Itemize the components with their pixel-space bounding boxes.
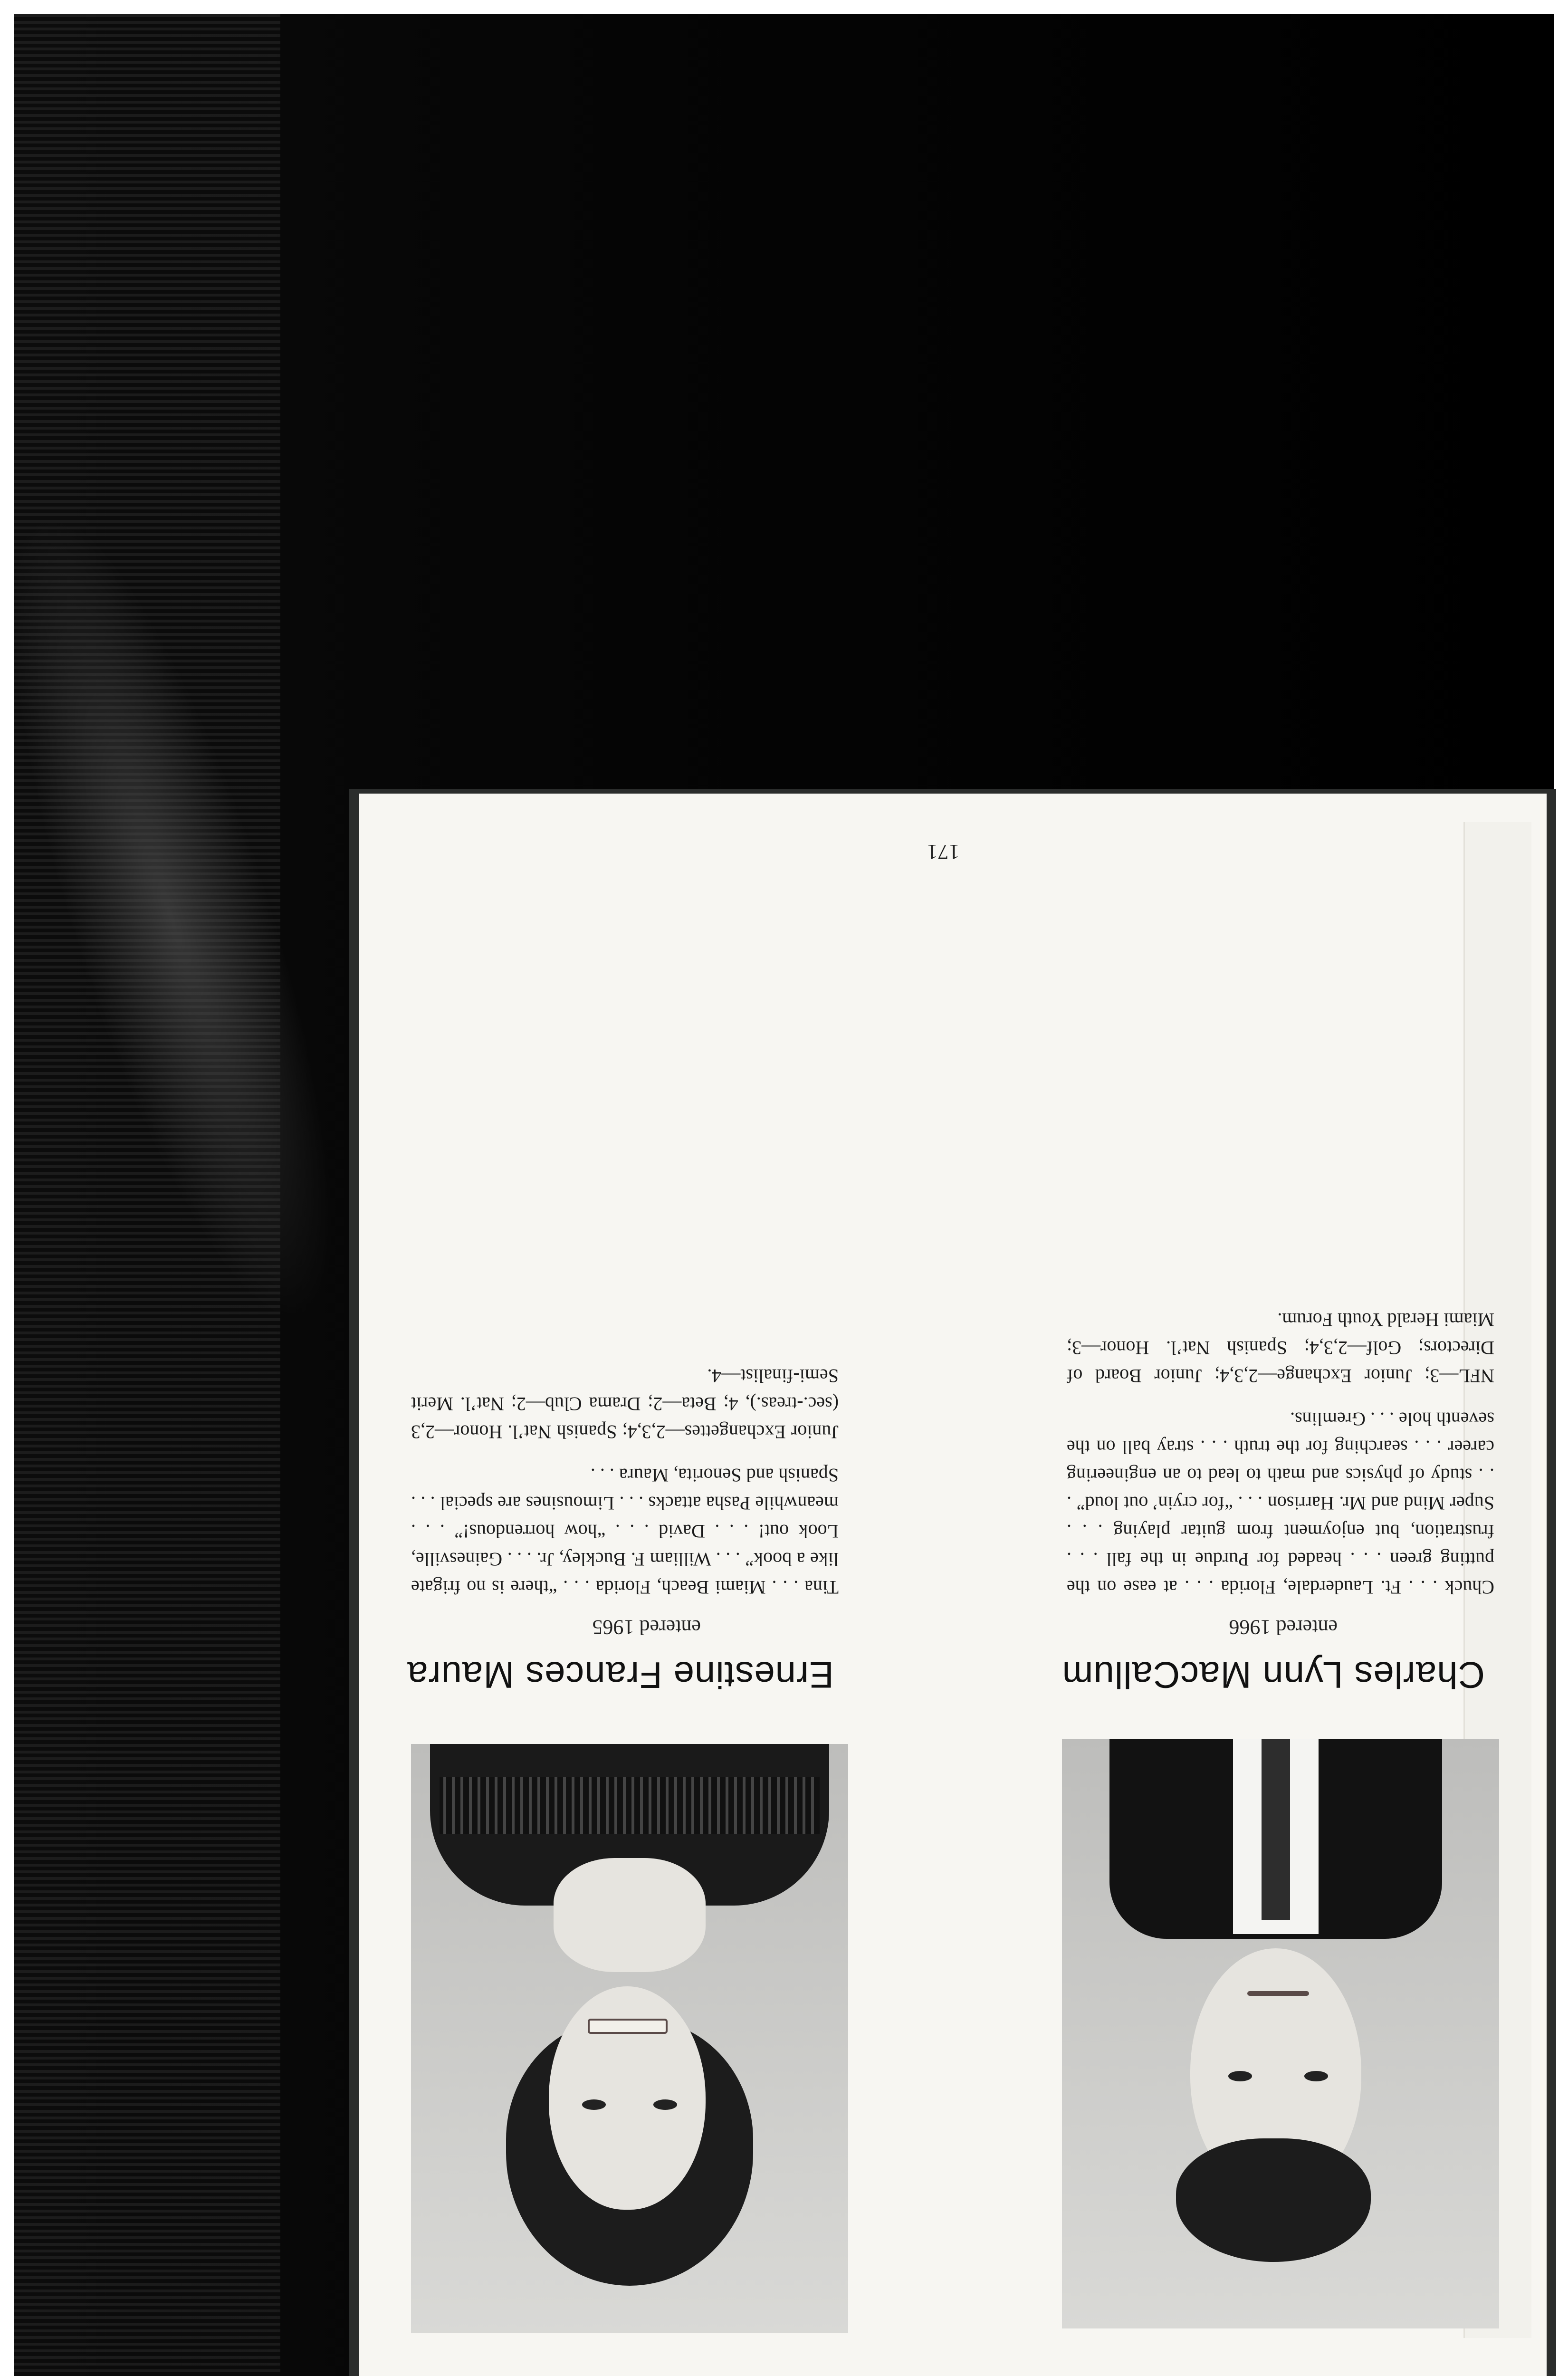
student-bio: [1067, 1291, 1494, 1601]
portrait-photo-ernestine: [411, 1744, 848, 2333]
bio-text: Tina . . . Miami Beach, Florida . . . “there is no frigate like a book” . . . William F. Buckley, Jr. . . . Gainesville, Look out! . . . David . . . “how horrendous!” . . . meanwhile Pasha attacks . . . Limousines are special . . . Spanish and Senorita, Maura . . .: [411, 1465, 839, 1598]
page-content-rotated: [359, 794, 1547, 2376]
student-name: Charles Lynn MacCallum: [1061, 1654, 1485, 1696]
page-number: 171: [927, 840, 960, 864]
entered-year: entered 1965: [592, 1616, 701, 1639]
portrait-photo-charles: [1062, 1739, 1499, 2328]
student-name: Ernestine Frances Maura: [407, 1654, 834, 1696]
student-bio: [411, 1347, 839, 1601]
activities-text: Junior Exchangettes—2,3,4; Spanish Nat’l. Honor—2,3 (sec.-treas.), 4; Beta—2; Drama Club—2; Nat’l. Merit Semi-finalist—4.: [411, 1365, 839, 1443]
activities-text: NFL—3; Junior Exchange—2,3,4; Junior Board of Directors; Golf—2,3,4; Spanish Nat’l. Honor—3; Miami Herald Youth Forum.: [1067, 1309, 1494, 1387]
bio-text: Chuck . . . Ft. Lauderdale, Florida . . . at ease on the putting green . . . headed for Purdue in the fall . . . frustration, but enjoyment from guitar playing . . . Super Mind and Mr. Harrison . . . “for cryin’ out loud” . . . study of physics and math to lead to an engineering career . . . searching for the truth . . . stray ball on the seventh hole . . . Gremlins.: [1067, 1408, 1494, 1598]
entered-year: entered 1966: [1229, 1616, 1338, 1639]
